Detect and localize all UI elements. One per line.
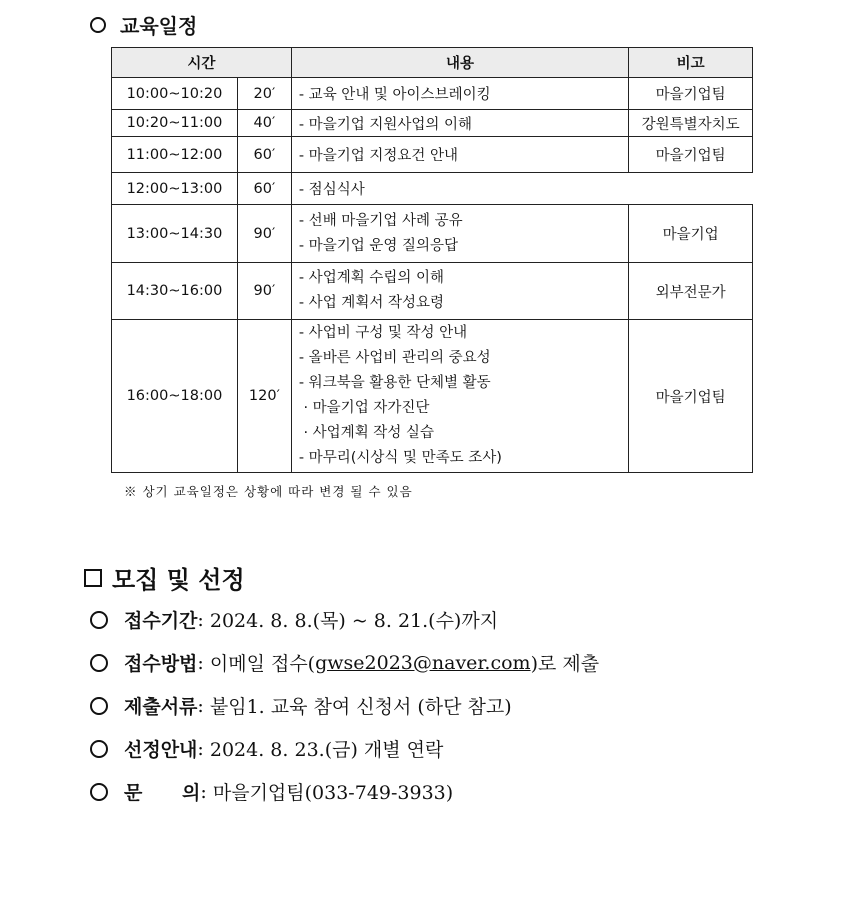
item-separator: :: [197, 651, 210, 674]
recruit-heading: [84, 560, 245, 595]
content-line: · 사업계획 작성 실습: [298, 425, 434, 441]
circle-bullet-icon: [90, 697, 108, 715]
item-label: 접수기간: [124, 610, 198, 632]
time-cell: 16:00~18:00: [112, 320, 238, 473]
content-line: · 마을기업 자가진단: [298, 400, 430, 416]
item-label: 제출서류: [124, 696, 198, 718]
item-label: 문 의: [124, 782, 201, 804]
table-row: [112, 263, 753, 320]
content-line: - 워크북을 활용한 단체별 활동: [298, 375, 491, 391]
duration-cell: 40′: [237, 110, 291, 137]
content-line: - 마을기업 운영 질의응답: [298, 237, 458, 254]
item-separator: :: [197, 737, 210, 760]
table-header-row: [112, 48, 753, 78]
content-line: - 사업계획 수립의 이해: [298, 270, 444, 286]
table-row: [112, 137, 753, 173]
note-cell: 외부전문가: [629, 263, 753, 320]
item-separator: :: [200, 780, 213, 803]
duration-cell: 60′: [237, 137, 291, 173]
note-cell: 마을기업팀: [629, 320, 753, 473]
content-cell: [291, 205, 628, 263]
table-row: [112, 110, 753, 137]
item-value: 2024. 8. 8.(목) ~ 8. 21.(수)까지: [209, 610, 499, 632]
recruit-item-inquiry: [90, 778, 453, 805]
item-separator: :: [197, 694, 210, 717]
content-line: - 올바른 사업비 관리의 중요성: [298, 350, 491, 366]
time-cell: 13:00~14:30: [112, 205, 238, 263]
content-line: - 사업 계획서 작성요령: [298, 295, 444, 311]
duration-cell: 60′: [237, 173, 291, 205]
table-row: [112, 173, 753, 205]
content-cell: - 교육 안내 및 아이스브레이킹: [291, 78, 628, 110]
duration-cell: 20′: [237, 78, 291, 110]
note-cell: 마을기업팀: [629, 137, 753, 173]
recruit-item-documents: [90, 692, 512, 719]
email-link[interactable]: gwse2023@naver.com: [315, 651, 531, 674]
note-cell: 마을기업팀: [629, 78, 753, 110]
recruit-item-selection: [90, 735, 443, 762]
content-cell: - 마을기업 지원사업의 이해: [291, 110, 628, 137]
recruit-title: 모집 및 선정: [112, 566, 245, 594]
duration-cell: 90′: [237, 263, 291, 320]
table-row: [112, 205, 753, 263]
time-cell: 14:30~16:00: [112, 263, 238, 320]
circle-bullet-icon: [90, 611, 108, 629]
circle-bullet-icon: [90, 17, 106, 33]
recruit-item-method: [90, 649, 599, 676]
recruit-item-period: [90, 606, 498, 633]
item-value-suffix: )로 제출: [530, 653, 600, 675]
time-cell: 10:20~11:00: [112, 110, 238, 137]
circle-bullet-icon: [90, 654, 108, 672]
schedule-table: [111, 47, 753, 473]
item-value: 2024. 8. 23.(금) 개별 연락: [209, 739, 444, 761]
time-cell: 10:00~10:20: [112, 78, 238, 110]
circle-bullet-icon: [90, 740, 108, 758]
content-cell: [291, 320, 628, 473]
note-cell: 강원특별자치도: [629, 110, 753, 137]
header-note: 비고: [629, 48, 753, 78]
circle-bullet-icon: [90, 783, 108, 801]
table-row: [112, 78, 753, 110]
schedule-footnote: ※ 상기 교육일정은 상황에 따라 변경 될 수 있음: [124, 484, 413, 499]
header-time: 시간: [112, 48, 292, 78]
time-cell: 11:00~12:00: [112, 137, 238, 173]
item-value: 붙임1. 교육 참여 신청서 (하단 참고): [209, 696, 512, 718]
duration-cell: 90′: [237, 205, 291, 263]
item-label: 접수방법: [124, 653, 198, 675]
content-line: - 선배 마을기업 사례 공유: [298, 212, 463, 229]
schedule-heading: [90, 10, 197, 39]
content-cell: [291, 263, 628, 320]
item-value-prefix: 이메일 접수(: [209, 653, 316, 675]
square-bullet-icon: [84, 569, 102, 587]
schedule-title: 교육일정: [120, 14, 198, 38]
note-cell: 마을기업: [629, 205, 753, 263]
time-cell: 12:00~13:00: [112, 173, 238, 205]
item-label: 선정안내: [124, 739, 198, 761]
item-separator: :: [197, 608, 210, 631]
content-cell: - 마을기업 지정요건 안내: [291, 137, 628, 173]
item-value: 마을기업팀(033-749-3933): [212, 782, 454, 804]
content-line: - 사업비 구성 및 작성 안내: [298, 325, 468, 341]
table-row: [112, 320, 753, 473]
content-cell: - 점심식사: [291, 173, 752, 205]
header-content: 내용: [291, 48, 628, 78]
content-line: - 마무리(시상식 및 만족도 조사): [298, 450, 502, 466]
duration-cell: 120′: [237, 320, 291, 473]
